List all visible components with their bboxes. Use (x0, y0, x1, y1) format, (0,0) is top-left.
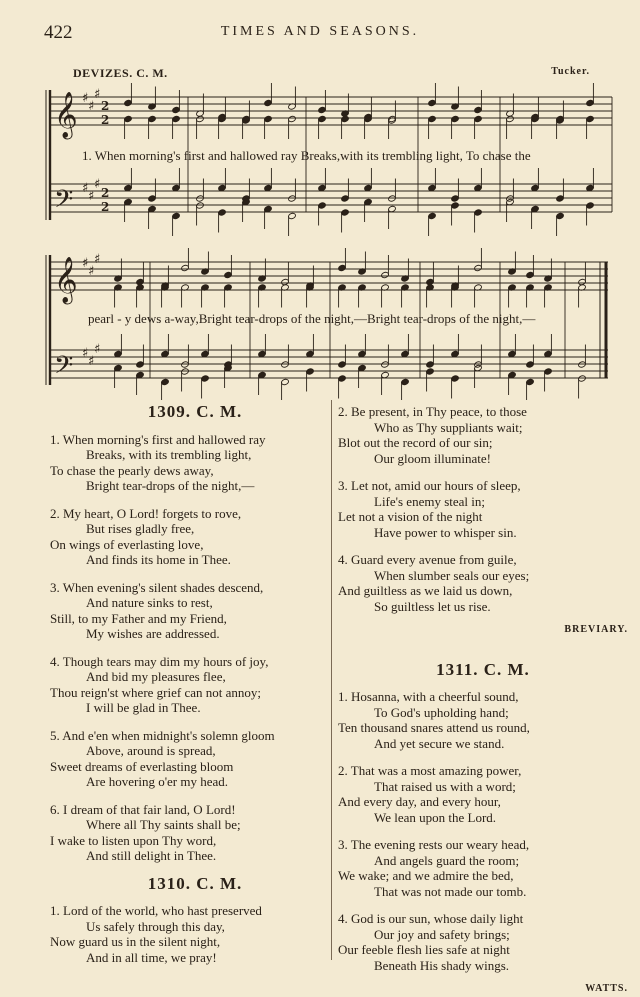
verse-line: So guiltless let us rise. (374, 598, 491, 614)
verse-line: Our joy and safety brings; (374, 926, 510, 942)
verse-line: On wings of everlasting love, (50, 536, 204, 552)
svg-text:♯: ♯ (88, 264, 95, 279)
verse-line: Blot out the record of our sin; (338, 435, 493, 450)
tune-composer: Tucker. (551, 66, 590, 77)
verse-line: And nature sinks to rest, (86, 595, 213, 610)
verse-line: 1. When morning's first and hallowed ray (50, 431, 266, 447)
system2-bass-staff (50, 350, 608, 378)
svg-text:♯: ♯ (94, 342, 101, 357)
verse-line: 2. That was a most amazing power, (338, 763, 522, 778)
verse-line: Ten thousand snares attend us round, (338, 720, 530, 735)
bass-clef-icon: 𝄢 (54, 185, 74, 220)
verse-line: Sweet dreams of everlasting bloom (50, 758, 234, 774)
verse-line: I wake to listen upon Thy word, (50, 832, 217, 848)
treble-clef-icon: 𝄞 (54, 257, 78, 303)
stanza (50, 802, 340, 864)
verse-line: Life's enemy steal in; (374, 493, 486, 509)
verse-line: And guiltless as we laid us down, (338, 583, 513, 598)
verse-line: Our feeble flesh lies safe at night (338, 942, 510, 957)
verse-line: 5. And e'en when midnight's solemn gloom (50, 727, 275, 743)
svg-text:♯: ♯ (82, 346, 89, 361)
system1-treble-staff (50, 97, 612, 125)
verse-line: 3. When evening's silent shades descend, (50, 579, 264, 595)
attribution: BREVIARY. (564, 624, 628, 635)
verse-line: Are hovering o'er my head. (86, 774, 229, 789)
lyric-line-1: 1. When morning's first and hallowed ray Breaks,with its trembling light, To chase the (82, 148, 531, 163)
verse-line: 4. Guard every avenue from guile, (338, 552, 517, 567)
stanza (338, 404, 628, 466)
svg-text:♯: ♯ (82, 256, 89, 271)
svg-text:♯: ♯ (88, 354, 95, 369)
page-number: 422 (44, 22, 73, 43)
system1-bass-staff (50, 184, 612, 212)
svg-text:♯: ♯ (94, 87, 101, 102)
verse-line: Who as Thy suppliants wait; (374, 419, 523, 435)
verse-line: Above, around is spread, (86, 743, 216, 758)
stanza (50, 903, 340, 965)
verse-line: 1. Hosanna, with a cheerful sound, (338, 689, 519, 704)
hymn-heading: 1310. C. M. (147, 873, 243, 893)
stanza (338, 763, 628, 825)
svg-text:♯: ♯ (94, 177, 101, 192)
svg-text:2: 2 (101, 99, 110, 113)
verse-line: 6. I dream of that fair land, O Lord! (50, 801, 236, 817)
verse-line: To God's upholding hand; (374, 704, 509, 720)
stanza (50, 728, 340, 790)
treble-clef-icon: 𝄞 (54, 92, 78, 138)
system2-treble-staff (50, 262, 608, 290)
verse-line: I will be glad in Thee. (86, 700, 201, 715)
verse-line: When slumber seals our eyes; (374, 567, 530, 583)
verse-line: 2. Be present, in Thy peace, to those (338, 404, 527, 419)
svg-text:♯: ♯ (88, 189, 95, 204)
verse-line: And every day, and every hour, (338, 794, 501, 809)
tune-name: DEVIZES. C. M. (73, 66, 168, 80)
svg-text:2: 2 (101, 186, 110, 200)
verse-line: 4. God is our sun, whose daily light (338, 911, 524, 926)
svg-text:2: 2 (101, 200, 110, 214)
verse-line: That raised us with a word; (374, 778, 516, 794)
hymn-heading: 1311. C. M. (436, 659, 530, 679)
verse-line: And angels guard the room; (374, 852, 520, 868)
stanza (50, 654, 340, 716)
svg-text:♯: ♯ (82, 181, 89, 196)
stanza (50, 432, 340, 494)
stanza (338, 911, 628, 973)
attribution: WATTS. (585, 983, 628, 994)
verse-line: And finds its home in Thee. (86, 552, 231, 567)
verse-line: To chase the pearly dews away, (50, 462, 214, 478)
left-column (50, 404, 340, 977)
verse-line: That was not made our tomb. (374, 883, 527, 899)
lyric-line-2: pearl - y dews a-way,Bright tear-drops of the night,—Bright tear-drops of the night,— (88, 311, 536, 326)
verse-line: But rises gladly free, (86, 521, 195, 536)
svg-text:♯: ♯ (94, 252, 101, 267)
verse-line: 2. My heart, O Lord! forgets to rove, (50, 505, 242, 521)
verse-line: Beneath His shady wings. (374, 957, 510, 973)
running-title: TIMES AND SEASONS. (220, 24, 420, 39)
verse-line: Have power to whisper sin. (374, 524, 517, 540)
stanza (338, 478, 628, 540)
verse-line: My wishes are addressed. (86, 626, 220, 641)
verse-line: 3. The evening rests our weary head, (338, 837, 530, 852)
verse-line: Bright tear-drops of the night,— (86, 478, 255, 493)
verse-line: And still delight in Thee. (86, 848, 217, 863)
hymn-heading: 1309. C. M. (147, 402, 243, 421)
verse-line: Us safely through this day, (86, 918, 225, 934)
verse-line: Now guard us in the silent night, (50, 934, 221, 949)
stanza (338, 689, 628, 751)
music-score (0, 0, 640, 400)
bass-clef-icon: 𝄢 (54, 351, 74, 386)
svg-text:♯: ♯ (88, 99, 95, 114)
verse-line: And in all time, we pray! (86, 949, 217, 965)
verse-line: 1. Lord of the world, who hast preserved (50, 903, 262, 918)
verse-line: And bid my pleasures flee, (86, 669, 226, 684)
verse-line: Where all Thy saints shall be; (86, 817, 241, 832)
stanza (338, 837, 628, 899)
verse-line: 3. Let not, amid our hours of sleep, (338, 478, 521, 493)
verse-line: 4. Though tears may dim my hours of joy, (50, 653, 269, 669)
stanza (50, 580, 340, 642)
verse-line: Still, to my Father and my Friend, (50, 610, 227, 626)
stanza (50, 506, 340, 568)
verse-line: We wake; and we admire the bed, (338, 868, 514, 883)
svg-text:♯: ♯ (82, 91, 89, 106)
svg-text:2: 2 (101, 113, 110, 127)
stanza (338, 552, 628, 614)
verse-line: Thou reign'st where grief can not annoy; (50, 684, 261, 700)
verse-line: We lean upon the Lord. (374, 809, 497, 825)
verse-line: Our gloom illuminate! (374, 450, 491, 466)
right-column (338, 404, 628, 997)
verse-line: And yet secure we stand. (374, 735, 505, 751)
verse-line: Let not a vision of the night (338, 509, 483, 524)
verse-line: Breaks, with its trembling light, (86, 447, 252, 462)
